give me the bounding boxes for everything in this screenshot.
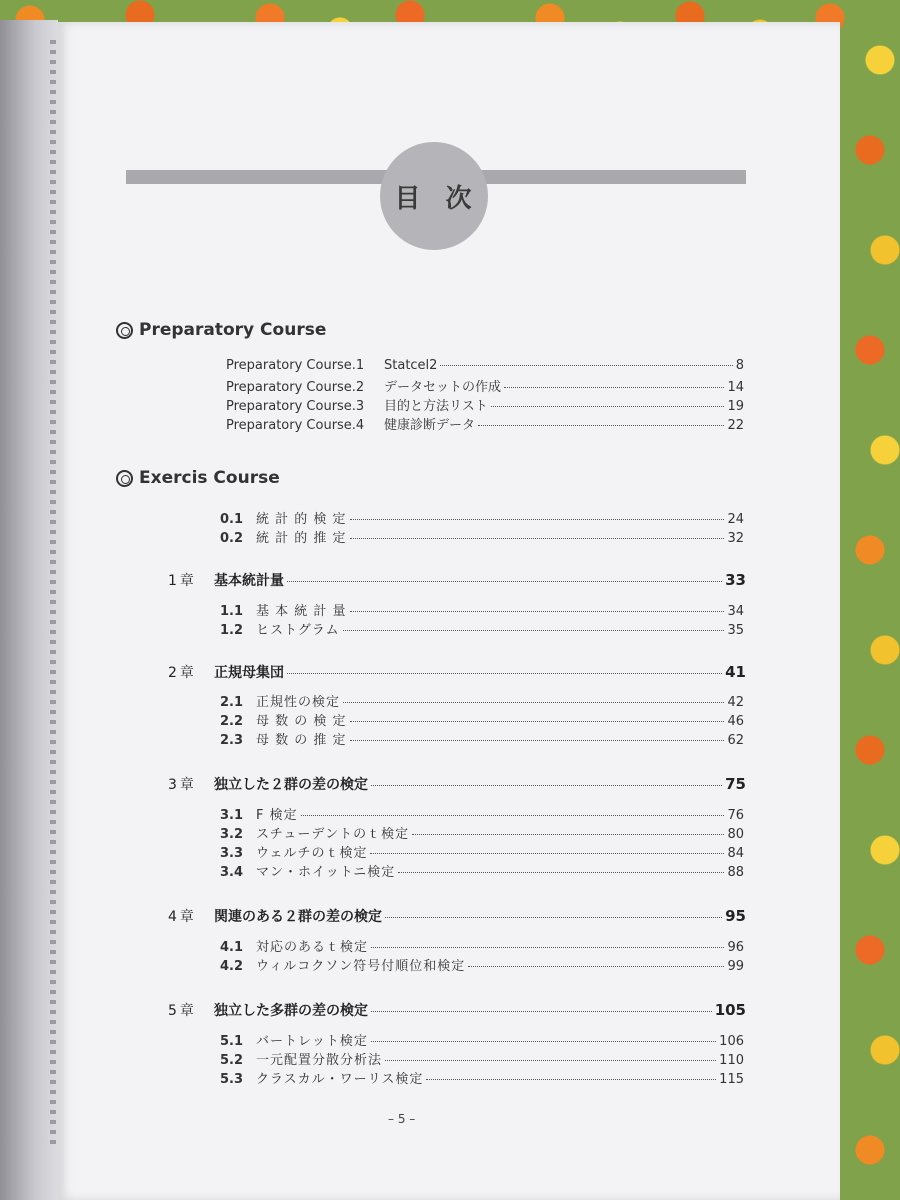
toc-row: [220, 1049, 744, 1067]
toc-num: Preparatory Course.1: [226, 358, 365, 373]
leader-dots: [287, 673, 722, 674]
chapter-row: [168, 1000, 746, 1020]
chapter-row: [168, 906, 746, 926]
prep-heading: [116, 320, 326, 340]
leader-dots: [385, 917, 722, 918]
leader-dots: [478, 425, 724, 426]
toc-row: [220, 861, 744, 879]
toc-num: 5.1: [220, 1034, 244, 1049]
chapter-num: 3章: [168, 777, 197, 793]
toc-title: スチューデントのｔ検定: [256, 827, 410, 842]
toc-num: Preparatory Course.2: [226, 380, 365, 395]
chapter-page: 41: [725, 663, 746, 681]
toc-row: [220, 691, 744, 709]
toc-row: [226, 395, 744, 413]
toc-page: 106: [719, 1034, 744, 1049]
toc-num: 0.2: [220, 531, 244, 546]
toc-page: 110: [719, 1053, 744, 1068]
leader-dots: [301, 815, 725, 816]
toc-num: 4.2: [220, 959, 244, 974]
leader-dots: [398, 872, 724, 873]
leader-dots: [440, 365, 732, 366]
leader-dots: [370, 853, 724, 854]
toc-page: 42: [727, 695, 744, 710]
leader-dots: [371, 785, 722, 786]
toc-page: 19: [727, 399, 744, 414]
toc-page: 115: [719, 1072, 744, 1087]
chapter-page: 105: [714, 1001, 746, 1019]
toc-page: 84: [727, 846, 744, 861]
toc-page: 34: [727, 604, 744, 619]
toc-row: [220, 1030, 744, 1048]
leader-dots: [371, 1011, 712, 1012]
toc-title: ウィルコクソン符号付順位和検定: [256, 959, 466, 974]
chapter-title: 独立した多群の差の検定: [214, 1003, 368, 1019]
toc-title: クラスカル・ワーリス検定: [256, 1072, 424, 1087]
leader-dots: [491, 406, 725, 407]
leader-dots: [350, 538, 725, 539]
chapter-page: 75: [725, 775, 746, 793]
toc-title: Statcel2: [384, 358, 438, 373]
toc-page: 76: [727, 808, 744, 823]
toc-row: [226, 358, 744, 376]
book-page: [58, 22, 840, 1200]
leader-dots: [412, 834, 724, 835]
toc-title: 統 計 的 検 定: [256, 512, 347, 527]
toc-row: [220, 508, 744, 526]
chapter-title: 独立した２群の差の検定: [214, 777, 368, 793]
toc-row: [220, 619, 744, 637]
double-circle-icon: [116, 470, 133, 487]
exercis-heading: [116, 468, 280, 488]
toc-page: 8: [735, 358, 744, 373]
leader-dots: [343, 702, 724, 703]
toc-title: マン・ホイットニ検定: [256, 865, 396, 880]
toc-page: 88: [727, 865, 744, 880]
toc-title: 母 数 の 検 定: [256, 714, 347, 729]
leader-dots: [468, 966, 724, 967]
chapter-row: [168, 662, 746, 682]
toc-num: 0.1: [220, 512, 244, 527]
toc-title: 目的と方法リスト: [384, 399, 488, 414]
toc-title: ヒストグラム: [256, 623, 340, 638]
toc-row: [220, 823, 744, 841]
leader-dots: [371, 1041, 716, 1042]
toc-row: [226, 376, 744, 394]
toc-page: 32: [727, 531, 744, 546]
toc-num: 5.2: [220, 1053, 244, 1068]
toc-num: Preparatory Course.3: [226, 399, 365, 414]
prep-heading-text: Preparatory Course: [139, 320, 327, 340]
exercis-heading-text: Exercis Course: [139, 468, 280, 488]
toc-title: 対応のあるｔ検定: [256, 940, 369, 955]
leader-dots: [350, 740, 725, 741]
toc-num: 1.2: [220, 623, 244, 638]
toc-page: 80: [727, 827, 744, 842]
leader-dots: [343, 630, 725, 631]
chapter-num: 2章: [168, 665, 197, 681]
chapter-page: 33: [725, 571, 746, 589]
toc-num: 2.3: [220, 733, 244, 748]
toc-page: 46: [727, 714, 744, 729]
title-circle: [380, 142, 488, 250]
toc-row: [220, 527, 744, 545]
toc-page: 14: [727, 380, 744, 395]
toc-title: 母 数 の 推 定: [256, 733, 347, 748]
toc-row: [220, 729, 744, 747]
toc-num: 3.4: [220, 865, 244, 880]
chapter-num: 5章: [168, 1003, 197, 1019]
chapter-title: 基本統計量: [214, 573, 284, 589]
toc-title: 正規性の検定: [256, 695, 341, 710]
toc-title: データセットの作成: [384, 380, 502, 395]
toc-page: 24: [727, 512, 744, 527]
toc-num: 3.3: [220, 846, 244, 861]
chapter-num: 1章: [168, 573, 197, 589]
chapter-title: 正規母集団: [214, 665, 284, 681]
toc-num: 5.3: [220, 1072, 244, 1087]
toc-title: 健康診断データ: [384, 418, 476, 433]
toc-page: 22: [727, 418, 744, 433]
chapter-row: [168, 570, 746, 590]
toc-num: Preparatory Course.4: [226, 418, 365, 433]
toc-row: [220, 804, 744, 822]
toc-title: F 検定: [256, 808, 298, 823]
chapter-row: [168, 774, 746, 794]
double-circle-icon: [116, 322, 133, 339]
toc-title: 基 本 統 計 量: [256, 604, 347, 619]
toc-title: 一元配置分散分析法: [256, 1053, 383, 1068]
toc-row: [220, 955, 744, 973]
chapter-page: 95: [725, 907, 746, 925]
toc-title: ウェルチのｔ検定: [256, 846, 368, 861]
toc-row: [220, 710, 744, 728]
toc-page: 62: [727, 733, 744, 748]
toc-num: 4.1: [220, 940, 244, 955]
toc-row: [220, 600, 744, 618]
leader-dots: [287, 581, 722, 582]
toc-page: 35: [727, 623, 744, 638]
leader-dots: [504, 387, 724, 388]
toc-row: [220, 936, 744, 954]
leader-dots: [350, 519, 725, 520]
page-number: – 5 –: [388, 1112, 416, 1126]
toc-num: 3.2: [220, 827, 244, 842]
leader-dots: [426, 1079, 716, 1080]
toc-title: バートレット検定: [256, 1034, 368, 1049]
toc-row: [220, 1068, 744, 1086]
toc-num: 1.1: [220, 604, 244, 619]
toc-num: 3.1: [220, 808, 244, 823]
leader-dots: [385, 1060, 716, 1061]
toc-num: 2.2: [220, 714, 244, 729]
page-title: 目 次: [394, 183, 480, 214]
chapter-title: 関連のある２群の差の検定: [214, 909, 382, 925]
toc-row: [226, 414, 744, 432]
toc-page: 99: [727, 959, 744, 974]
toc-num: 2.1: [220, 695, 244, 710]
toc-page: 96: [727, 940, 744, 955]
leader-dots: [350, 721, 725, 722]
leader-dots: [350, 611, 725, 612]
leader-dots: [371, 947, 724, 948]
binding-stitch: [50, 40, 56, 1150]
toc-title: 統 計 的 推 定: [256, 531, 347, 546]
chapter-num: 4章: [168, 909, 197, 925]
toc-row: [220, 842, 744, 860]
